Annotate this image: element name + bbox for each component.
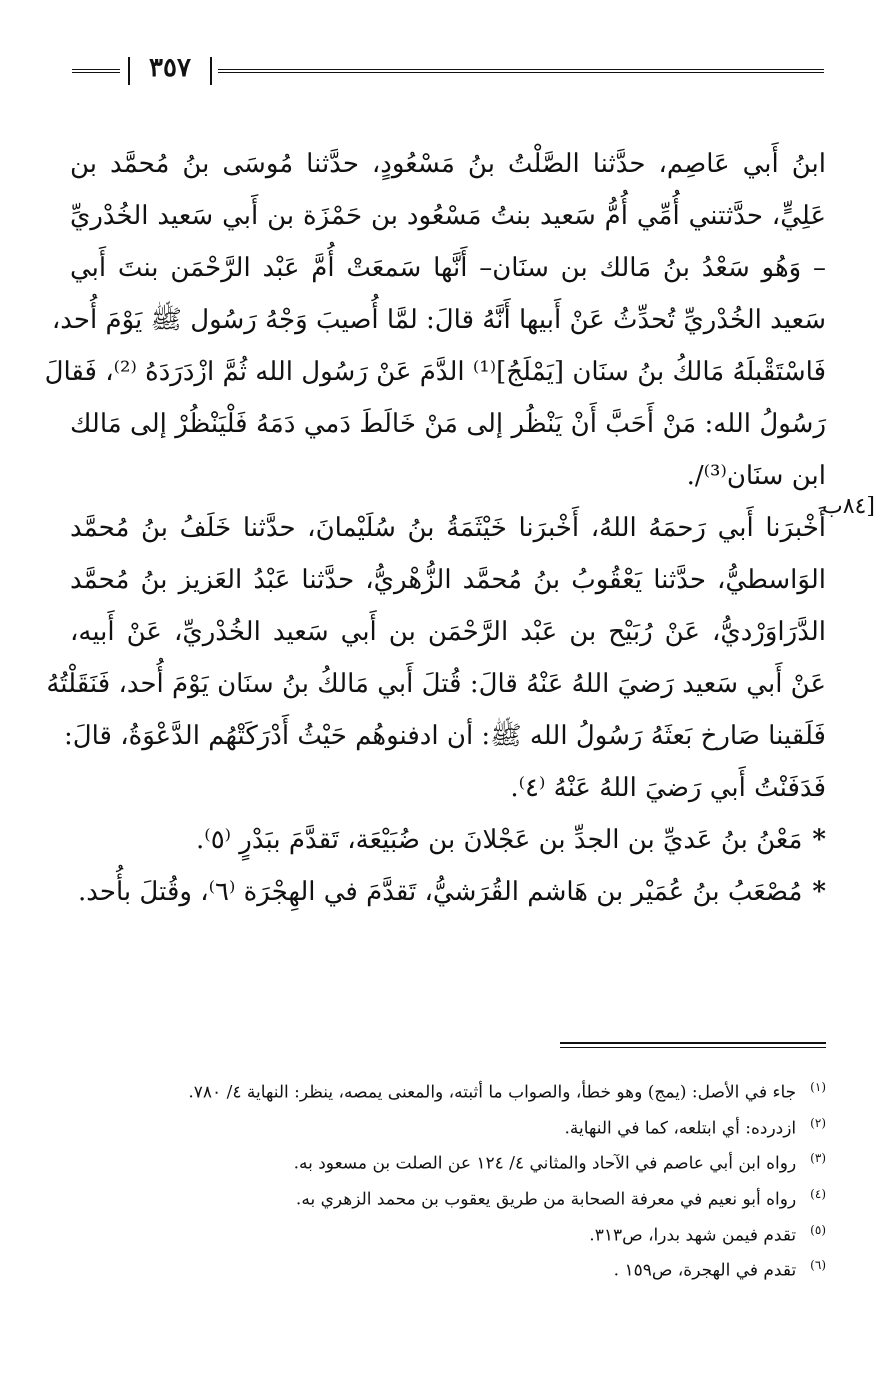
- footnote-text: تقدم فيمن شهد بدرا، ص٣١٣.: [589, 1225, 797, 1246]
- footnote-text: ازدرده: أي ابتلعه، كما في النهاية.: [564, 1118, 797, 1139]
- entry-line: [70, 814, 826, 866]
- footnote-number: (٥): [810, 1222, 826, 1237]
- paragraph-2: [46, 502, 826, 814]
- page-number: ٣٥٧: [149, 53, 191, 83]
- text-line: الدَّرَاوَرْديُّ، عَنْ رُبَيْح بن عَبْد الرَّحْمَن بن أَبي سَعيد الخُدْريِّ، عَنْ أَبيه،: [70, 617, 826, 647]
- footnotes: [90, 1072, 826, 1286]
- entry-text: مَعْنُ بنُ عَديِّ بن الجدِّ بن عَجْلانَ بن ضُبَيْعَة، تَقدَّمَ ببَدْرٍ ⁽٥⁾.: [196, 825, 803, 855]
- text-line: فَدَفَنْتُ أَبي رَضيَ اللهُ عَنْهُ ⁽٤⁾.: [510, 773, 826, 803]
- footnote-text: تقدم في الهجرة، ص١٥٩ .: [613, 1260, 797, 1281]
- bullet-star: *: [812, 825, 826, 855]
- footnote-text: جاء في الأصل: (يمج) وهو خطأ، والصواب ما أثبته، والمعنى يمصه، ينظر: النهاية ٤/ ٧٨٠.: [188, 1082, 797, 1103]
- text-line: فَلَقينا صَارخ بَعثَهُ رَسُولُ الله ﷺ: أن ادفنوهُم حَيْثُ أَدْرَكَتْهُم الدَّعْوَةُ، قالَ:: [63, 721, 826, 751]
- footnote: [90, 1108, 826, 1144]
- text-line: سَعيد الخُدْريِّ تُحدِّثُ عَنْ أَبيها أَنَّهُ قالَ: لمَّا أُصيبَ وَجْهُ رَسُول ﷺ يَوْمَ أُحد،: [51, 305, 826, 335]
- footnote-number: (٢): [810, 1115, 826, 1130]
- header-rule-tick: [210, 57, 212, 85]
- footnote: [90, 1143, 826, 1179]
- paragraph-1: [44, 138, 826, 502]
- text-line: رَسُولُ الله: مَنْ أَحَبَّ أَنْ يَنْظُر إلى مَنْ خَالَطَ دَمي دَمَهُ فَلْيَنْظُرْ إلى مَالك: [70, 409, 826, 439]
- entry-line: [70, 866, 826, 918]
- footnote: [90, 1072, 826, 1108]
- text-line: الوَاسطيُّ، حدَّثنا يَعْقُوبُ بنُ مُحمَّد الزُّهْريُّ، حدَّثنا عَبْدُ العَزيز بنُ مُحمَّد: [70, 565, 826, 595]
- margin-folio-note: [٨٤ب: [822, 494, 875, 519]
- bullet-star: *: [812, 877, 826, 907]
- footnote-text: رواه ابن أبي عاصم في الآحاد والمثاني ٤/ ١٢٤ عن الصلت بن مسعود به.: [293, 1153, 797, 1174]
- text-line: – وَهُو سَعْدُ بنُ مَالك بن سنَان– أَنَّها سَمعَتْ أُمَّ عَبْد الرَّحْمَن بنتَ أَبي: [70, 253, 826, 283]
- text-line: ابنُ أَبي عَاصِم، حدَّثنا الصَّلْتُ بنُ مَسْعُودٍ، حدَّثنا مُوسَى بنُ مُحمَّد بن: [70, 149, 826, 179]
- header-rule-left: [72, 69, 120, 73]
- footnote: [90, 1215, 826, 1251]
- text-line: عَلِيٍّ، حدَّثتني أُمِّي أُمُّ سَعيد بنتُ مَسْعُود بن حَمْزَة بن أَبي سَعيد الخُدْريِّ: [70, 201, 826, 231]
- footnote-separator: [560, 1042, 826, 1048]
- entry-2: [70, 866, 826, 918]
- text-line: عَنْ أَبي سَعيد رَضيَ اللهُ عَنْهُ قالَ: قُتلَ أَبي مَالكُ بنُ سنَان يَوْمَ أُحد، فَنَقَلْتُهُ: [46, 669, 826, 699]
- entry-text: مُصْعَبُ بنُ عُمَيْر بن هَاشم القُرَشيُّ، تَقدَّمَ في الهِجْرَة ⁽٦⁾، وقُتلَ بأُحد.: [78, 877, 803, 907]
- footnote: [90, 1250, 826, 1286]
- text-line: ابن سنَان⁽³⁾/.: [686, 461, 826, 491]
- page-header: [72, 55, 824, 91]
- text-line: فَاسْتَقْبلَهُ مَالكُ بنُ سنَان [يَمْلَجُ]⁽¹⁾ الدَّمَ عَنْ رَسُول الله ثُمَّ ازْدَرَدَهُ ⁽²⁾، فَقالَ: [44, 357, 826, 387]
- footnote-number: (١): [810, 1080, 826, 1094]
- footnote-number: (٦): [810, 1258, 826, 1273]
- footnote-text: رواه أبو نعيم في معرفة الصحابة من طريق يعقوب بن محمد الزهري به.: [295, 1189, 797, 1210]
- entry-1: [70, 814, 826, 866]
- text-line: أَخْبرَنا أَبي رَحمَهُ اللهُ، أَخْبرَنا خَيْثَمَةُ بنُ سُلَيْمانَ، حدَّثنا خَلَفُ بنُ مُحمَّد: [70, 513, 826, 543]
- footnote-number: (٣): [810, 1151, 826, 1166]
- footnote: [90, 1179, 826, 1215]
- header-rule-right: [218, 69, 824, 73]
- footnote-number: (٤): [810, 1186, 826, 1201]
- main-text: [44, 138, 826, 918]
